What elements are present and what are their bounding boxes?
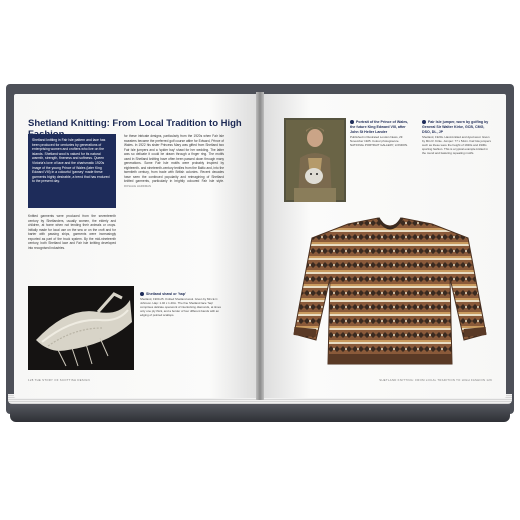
jumper-caption-title xyxy=(422,120,492,135)
bullet-icon xyxy=(422,120,426,124)
jumper-caption-title-text: Fair Isle jumper, worn by golfing by General Sir Walter Kirke, GCB, CMG, DSO, DL, JP xyxy=(422,120,489,134)
book-gutter xyxy=(256,92,264,400)
shawl-caption xyxy=(140,292,226,317)
shawl-caption-body: Shetland, 1900-25. Knitted Shetland wool. Given by Mrs E.C. Johnson. Hap: 1.40 x 1.40m. The fine Shetland lace 'hap' comprises delicate openwork of interlocking diamonds, at times only one ply thick, and a border of four different bands with an edging of pointed scallops. xyxy=(140,297,221,317)
jumper-caption xyxy=(422,120,492,155)
prince-portrait-photo xyxy=(284,118,346,202)
fair-isle-jumper-photo xyxy=(292,216,488,366)
bullet-icon xyxy=(350,120,354,124)
chapter-title: Shetland Knitting: From Local Tradition to High xyxy=(28,118,242,129)
intro-panel: Shetland knitting in Fair Isle pattern and lace has been produced for centuries by generations of enterprising women and crofters who live on the islands. Shetland wool is valued for its natural warmth, strength, fineness and softness. Queen Victoria's love of lace and the charismatic 1920s image of the young Prince of Wales (later King Edward VIII) in a colourful 'gansey' made these garments highly desirable, a trend that has endured to the present day. xyxy=(28,134,116,208)
author-credit: ROSALIE HARDMAN xyxy=(124,183,152,188)
shawl-photo xyxy=(28,286,134,370)
portrait-caption-body: Published in Illustrated London News, 29 November 1925. Colour photogravure. NATIONAL PORTRAIT GALLERY, LONDON. xyxy=(350,135,408,147)
shawl-caption-title-text: Shetland shawl or 'hap' xyxy=(146,292,186,296)
left-page xyxy=(14,94,258,398)
portrait-caption-title-text: Portrait of the Prince of Wales, the future King Edward VIII, after John St Helier Lander xyxy=(350,120,409,134)
jumper-caption-body: Shetland, 1920s. Hand-knitted and dyed wool. Given by Mrs R. Kirke. Jumper: 77 x 54cm. Fair Isle jumpers such as these were the height of 1920s and 1930s sporting fashion. This is a typical example knitted in the round and featuring repeating motifs. xyxy=(422,135,491,155)
body-column-b-text: for these intricate designs, particularly from the 1920s when Fair Isle sweaters became the preferred golf course attire for Edward, Prince of Wales. In 1922 his sister Princess Mary was gifted from Shetland two Fair Isle jumpers and a 'spider bay' shawl for her wedding. The latter was so delicate it could be drawn through a finger ring. The motifs used in Shetland knitting have often been passed down through many generations. Some Fair Isle motifs were probably inspired by eighteenth- and nineteenth-century textiles from the Baltic and, into the twentieth century, from trade with British colonies. Recent decades have seen the continued popularity and reimagining of Shetland knitted garments, particularly in brightly coloured Fair Isle style. xyxy=(124,134,224,183)
portrait-caption-title xyxy=(350,120,414,135)
bullet-icon xyxy=(140,292,144,296)
body-column-b xyxy=(124,134,224,284)
right-page-footer: SHETLAND KNITTING: FROM LOCAL TRADITION TO HIGH FASHION 129 xyxy=(379,378,492,382)
right-page xyxy=(262,94,506,398)
body-column-a: Knitted garments were produced from the seventeenth century by Shetlanders, usually women, the elderly and children, at home when not tending their animals or crops. Initially made for local use on the sea or on the croft and for barter with passing ships, garments were increasingly exported as part of the truck system. By the mid-nineteenth century, both Shetland lace and Fair Isle knitting developed into recognised industries. xyxy=(28,214,116,250)
left-page-footer: 128 THE STORY OF SCOTTISH DESIGN xyxy=(28,378,90,382)
portrait-caption xyxy=(350,120,414,147)
